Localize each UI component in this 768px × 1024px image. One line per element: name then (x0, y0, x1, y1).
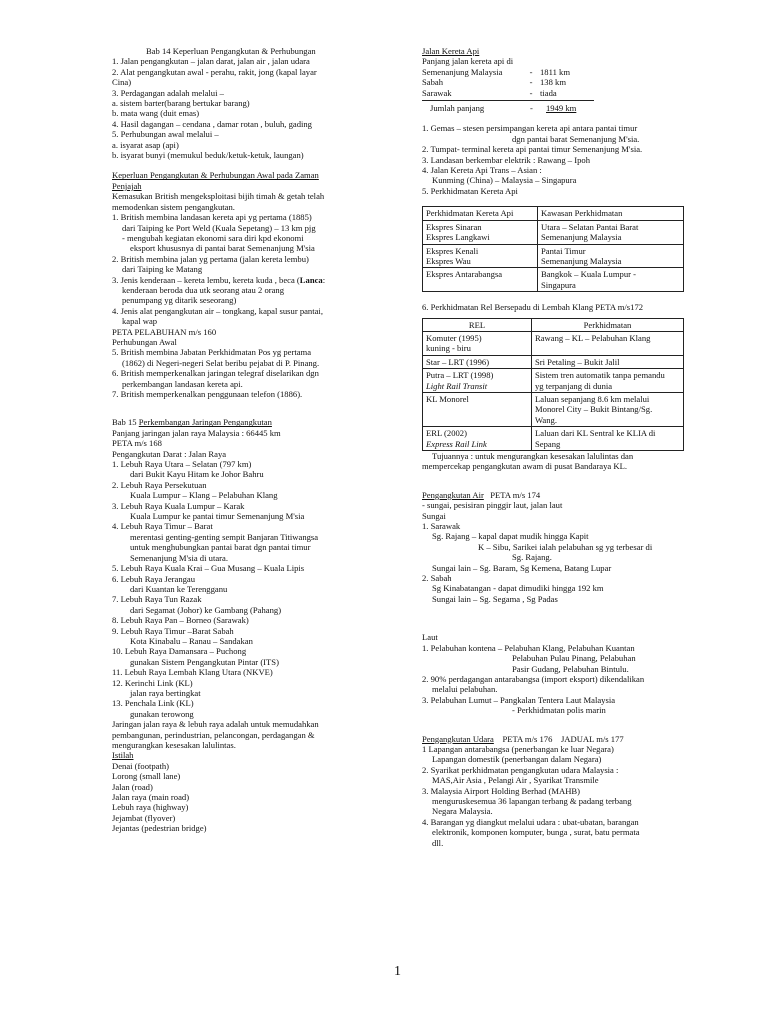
rel-heading: 6. Perkhidmatan Rel Bersepadu di Lembah Klang PETA m/s172 (422, 302, 644, 313)
awal-intro-cont: memodenkan sistem pengangkutan. (112, 201, 235, 212)
table-cell (423, 427, 532, 451)
awal-line: - mengubah kegiatan ekonomi sara diri kpd ekonomi (122, 232, 304, 243)
road-list (112, 459, 364, 719)
air-heading (422, 490, 694, 500)
rel-service: yg terpanjang di dunia (535, 380, 613, 391)
bab15-title-prefix: Bab 15 (112, 417, 139, 428)
service-area: Semenanjung Malaysia (541, 232, 622, 243)
awal-line (112, 275, 364, 285)
tujuan-line: Tujuannya : untuk mengurangkan kesesakan lalulintas dan (432, 451, 634, 461)
bab14-line: 3. Perdagangan adalah melalui – (112, 87, 224, 98)
kereta-length-list (422, 67, 694, 98)
kereta-line: 2. Tumpat- terminal kereta api pantai timur Semenanjung M'sia. (422, 144, 643, 155)
rel-subname: kuning - biru (426, 343, 471, 354)
bab14-line: 2. Alat pengangkutan awal - perahu, rakit, jong (kapal layar (112, 66, 317, 77)
rel-name: Komuter (1995) (426, 332, 482, 343)
road-item: 6. Lebuh Raya Jerangau (112, 573, 196, 584)
table-cell (532, 355, 684, 368)
term-item: Jejambat (flyover) (112, 812, 176, 823)
laut-heading: Laut (422, 632, 438, 643)
lanca-word: Lanca (299, 274, 323, 285)
road-item: 13. Penchala Link (KL) (112, 698, 194, 709)
table-cell (532, 331, 684, 355)
service-name: Ekspres Sinaran (426, 221, 482, 232)
awal-heading: Keperluan Pengangkutan & Perhubungan Awal pada Zaman (112, 170, 319, 181)
laut-line: Pelabuhan Pulau Pinang, Pelabuhan (512, 653, 636, 664)
rel-subname: Express Rail Link (426, 438, 487, 449)
kereta-region: Sarawak (422, 87, 452, 98)
bab15-title-text: Perkembangan Jaringan Pengangkutan (138, 417, 272, 428)
bab14-line: a. sistem barter(barang bertukar barang) (112, 98, 250, 109)
kereta-line: Kunming (China) – Malaysia – Singapura (432, 175, 577, 186)
kereta-length: tiada (540, 87, 557, 98)
rel-service: Sistem tren automatik tanpa pemandu (535, 370, 665, 381)
rel-subname: Light Rail Transit (426, 380, 488, 391)
awal-line-text: 3. Jenis kenderaan – kereta lembu, kereta kuda , beca ( (112, 274, 300, 285)
bab14-line: 4. Hasil dagangan – cendana , damar rotan , buluh, gading (112, 118, 312, 129)
road-item-detail: Kuala Lumpur – Klang – Pelabuhan Klang (130, 490, 278, 501)
page-number: 1 (394, 964, 401, 979)
istilah-heading: Istilah (112, 750, 134, 761)
table-row (423, 427, 684, 451)
udara-line: 1 Lapangan antarabangsa (penerbangan ke luar Negara) (422, 743, 614, 754)
road-item: 4. Lebuh Raya Timur – Barat (112, 521, 213, 532)
udara-line: dll. (432, 837, 444, 848)
udara-line: Negara Malaysia. (432, 806, 493, 817)
air-line: 1. Sarawak (422, 521, 461, 532)
rel-service: Rawang – KL – Pelabuhan Klang (535, 332, 651, 343)
bab14-line: Cina) (112, 77, 132, 88)
term-item: Lorong (small lane) (112, 771, 181, 782)
udara-line: Lapangan domestik (penerbangan dalam Negara) (432, 754, 602, 765)
road-item-detail: dari Segamat (Johor) ke Gambang (Pahang) (130, 604, 282, 615)
road-item-detail: gunakan terowong (130, 708, 194, 719)
road-item-detail: dari Kuantan ke Terengganu (130, 583, 228, 594)
service-area: Pantai Timur (541, 245, 586, 256)
air-line: - sungai, pesisiran pinggir laut, jalan laut (422, 500, 563, 511)
awal-line: kenderaan beroda dua utk seorang atau 2 orang (122, 284, 285, 295)
rel-service: Wang. (535, 414, 557, 425)
bab15-para: Jaringan jalan raya & lebuh raya adalah untuk memudahkan (112, 719, 319, 730)
air-line: Sungai lain – Sg. Baram, Sg Kemena, Batang Lupar (432, 562, 612, 573)
bab14-line: b. isyarat bunyi (memukul beduk/ketuk-ketuk, laungan) (112, 150, 304, 161)
rel-service: Sri Petaling – Bukit Jalil (535, 356, 620, 367)
awal-line: 1. British membina landasan kereta api yg pertama (1885) (112, 212, 312, 223)
udara-line: elektronik, komponen komputer, bunga , surat, batu permata (432, 827, 640, 838)
awal-heading-cont: Penjajah (112, 180, 142, 191)
laut-line: 3. Pelabuhan Lumut – Pangkalan Tentera Laut Malaysia (422, 694, 616, 705)
road-item-detail: untuk menghubungkan pantai barat dgn pantai timur (130, 542, 311, 553)
air-line: Sg Kinabatangan - dapat dimudiki hingga 192 km (432, 583, 604, 594)
rel-name: ERL (2002) (426, 428, 467, 439)
road-item-detail: Semenanjung M'sia di utara. (130, 552, 228, 563)
kereta-length-row (422, 67, 694, 77)
road-item: 11. Lebuh Raya Lembah Klang Utara (NKVE) (112, 667, 273, 678)
table-header-cell: Perkhidmatan Kereta Api (423, 207, 538, 220)
road-item-detail: merentasi genting-genting sempit Banjaran Titiwangsa (130, 531, 319, 542)
road-item: 5. Lebuh Raya Kuala Krai – Gua Musang – Kuala Lipis (112, 563, 305, 574)
rel-name: Star – LRT (1996) (426, 356, 490, 367)
awal-line: (1862) di Negeri-negeri Selat beribu pejabat di P. Pinang. (122, 357, 320, 368)
kereta-line: dgn pantai barat Semenanjung M'sia. (512, 133, 640, 144)
road-item: 10. Lebuh Raya Damansara – Puchong (112, 646, 247, 657)
bab15-line: Panjang jaringan jalan raya Malaysia : 66445 km (112, 427, 281, 438)
laut-line: Pasir Gudang, Pelabuhan Bintulu. (512, 663, 629, 674)
total-dash: - (530, 103, 533, 114)
table-row (423, 331, 684, 355)
kereta-region: Semenanjung Malaysia (422, 66, 503, 77)
table-header-cell: Perkhidmatan (532, 318, 684, 331)
bab14-line: b. mata wang (duit emas) (112, 108, 200, 119)
left-column (112, 46, 364, 834)
road-item-detail: dari Bukit Kayu Hitam ke Johor Bahru (130, 469, 264, 480)
awal-line: Perhubungan Awal (112, 336, 177, 347)
table-cell (532, 427, 684, 451)
rel-service: Monorel City – Bukit Bintang/Sg. (535, 404, 653, 415)
udara-line: 4. Barangan yg diangkut melalui udara : ubat-ubatan, barangan (422, 816, 639, 827)
road-item: 8. Lebuh Raya Pan – Borneo (Sarawak) (112, 615, 249, 626)
rel-name: KL Monorel (426, 393, 469, 404)
kereta-line: 1. Gemas – stesen persimpangan kereta api antara pantai timur (422, 123, 638, 134)
kereta-length-row (422, 77, 694, 87)
total-value: 1949 km (546, 103, 577, 114)
rel-service: Sepang (535, 438, 561, 449)
kereta-service-table (422, 206, 684, 292)
service-name: Ekspres Kenali (426, 245, 479, 256)
table-row (423, 268, 684, 292)
kereta-line: 4. Jalan Kereta Api Trans – Asian : (422, 165, 542, 176)
road-item-detail: jalan raya bertingkat (130, 687, 201, 698)
table-header-cell: Kawasan Perkhidmatan (538, 207, 684, 220)
road-item: 9. Lebuh Raya Timur –Barat Sabah (112, 625, 234, 636)
table-row (423, 244, 684, 268)
table-cell (423, 244, 538, 268)
bab15-line: PETA m/s 168 (112, 438, 162, 449)
tujuan-line: mempercekap pengangkutan awam di pusat Bandaraya KL. (422, 461, 627, 472)
table-cell (423, 369, 532, 393)
air-line: Sg. Rajang. (512, 552, 552, 563)
table-row (423, 369, 684, 393)
laut-line: 1. Pelabuhan kontena – Pelabuhan Klang, Pelabuhan Kuantan (422, 642, 635, 653)
service-name: Ekspres Wau (426, 255, 471, 266)
service-area: Bangkok – Kuala Lumpur - (541, 269, 636, 280)
kereta-line: 3. Landasan berkembar elektrik : Rawang – Ipoh (422, 154, 590, 165)
awal-line: penumpang yg ditarik seseorang) (122, 295, 237, 306)
kereta-service-table-body (423, 220, 684, 291)
table-cell (423, 220, 538, 244)
udara-heading-ref: PETA m/s 176 JADUAL m/s 177 (493, 733, 624, 744)
udara-line: 2. Syarikat perkhidmatan pengangkutan udara Malaysia : (422, 764, 619, 775)
bab15-para: pembangunan, perindustrian, pelancongan, perdagangan & (112, 729, 315, 740)
right-column (422, 46, 694, 848)
air-heading-ref: PETA m/s 174 (483, 489, 541, 500)
road-item-detail: Kota Kinabalu – Ranau – Sandakan (130, 635, 253, 646)
kereta-total-row (422, 100, 594, 113)
peta-pelabuhan: PETA PELABUHAN m/s 160 (112, 326, 217, 337)
udara-line: 3. Malaysia Airport Holding Berhad (MAHB) (422, 785, 581, 796)
bab15-title (112, 417, 364, 427)
awal-line: 5. British membina Jabatan Perkhidmatan Pos yg pertama (112, 347, 312, 358)
air-line: Sg. Rajang – kapal dapat mudik hingga Kapit (432, 531, 589, 542)
terms-list (112, 761, 364, 834)
table-row (423, 220, 684, 244)
road-item-detail: gunakan Sistem Pengangkutan Pintar (ITS) (130, 656, 279, 667)
air-heading-text: Pengangkutan Air (422, 489, 484, 500)
bab15-para: mengurangkan kesesakan lalulintas. (112, 740, 236, 750)
kereta-heading: Jalan Kereta Api (422, 46, 480, 56)
road-item: 2. Lebuh Raya Persekutuan (112, 479, 207, 490)
table-cell (532, 392, 684, 426)
awal-intro: Kemasukan British mengeksploitasi bijih timah & getah telah (112, 191, 325, 202)
table-cell (423, 355, 532, 368)
road-item: 12. Kerinchi Link (KL) (112, 677, 193, 688)
term-item: Jalan raya (main road) (112, 792, 190, 803)
laut-line: 2. 90% perdagangan antarabangsa (import eksport) dikendalikan (422, 673, 645, 684)
udara-line: menguruskesemua 36 lapangan terbang & padang terbang (432, 795, 632, 806)
rel-table (422, 318, 684, 451)
kereta-line: 5. Perkhidmatan Kereta Api (422, 185, 518, 196)
service-area: Singapura (541, 279, 576, 290)
kereta-dash: - (529, 77, 533, 88)
road-item-detail: Kuala Lumpur ke pantai timur Semenanjung M'sia (130, 511, 305, 522)
udara-line: MAS,Air Asia , Pelangi Air , Syarikat Transmile (432, 775, 599, 786)
table-header-cell: REL (423, 318, 532, 331)
rel-table-body (423, 331, 684, 450)
table-cell (423, 392, 532, 426)
road-item: 7. Lebuh Raya Tun Razak (112, 594, 202, 605)
rel-name: Putra – LRT (1998) (426, 370, 494, 381)
bab14-list (112, 56, 364, 160)
kereta-dash: - (529, 87, 533, 98)
term-item: Jalan (road) (112, 781, 153, 792)
rel-service: Laluan sepanjang 8.6 km melalui (535, 393, 650, 404)
awal-line: dari Taiping ke Port Weld (Kuala Sepetang) – 13 km pjg (122, 222, 316, 233)
service-area: Semenanjung Malaysia (541, 255, 622, 266)
awal-line: dari Taiping ke Matang (122, 264, 203, 275)
kereta-length-row (422, 88, 694, 98)
table-cell (532, 369, 684, 393)
laut-line: melalui pelabuhan. (432, 684, 498, 695)
rel-service: Laluan dari KL Sentral ke KLIA di (535, 428, 656, 439)
kereta-length: 1811 km (540, 66, 570, 77)
kereta-sub: Panjang jalan kereta api di (422, 56, 514, 67)
bab14-line: 5. Perhubungan awal melalui – (112, 129, 219, 140)
table-header-row (423, 207, 684, 220)
awal-line: eksport khususnya di pantai barat Semenanjung M'sia (130, 243, 315, 254)
bab15-line: Pengangkutan Darat : Jalan Raya (112, 448, 227, 459)
awal-line: 2. British membina jalan yg pertama (jalan kereta lembu) (112, 253, 309, 264)
table-cell (538, 220, 684, 244)
udara-heading-text: Pengangkutan Udara (422, 733, 494, 744)
awal-line: 4. Jenis alat pengangkutan air – tongkang, kapal susur pantai, (112, 305, 323, 316)
table-cell (423, 268, 538, 292)
table-cell (423, 331, 532, 355)
term-item: Jejantas (pedestrian bridge) (112, 823, 207, 834)
awal-line: perkembangan landasan kereta api. (122, 378, 243, 389)
table-row (423, 355, 684, 368)
service-name: Ekspres Antarabangsa (426, 269, 503, 280)
awal-line-colon: : (322, 274, 326, 285)
bab14-line: a. isyarat asap (api) (112, 139, 179, 150)
awal-line: 6. British memperkenalkan jaringan telegraf diselarikan dgn (112, 368, 319, 379)
term-item: Denai (footpath) (112, 760, 170, 771)
table-header-row (423, 318, 684, 331)
kereta-length: 138 km (540, 77, 567, 88)
awal-line: kapal wap (122, 316, 158, 327)
laut-line: - Perkhidmatan polis marin (512, 705, 606, 716)
air-line: K – Sibu, Sarikei ialah pelabuhan sg yg terbesar di (478, 541, 653, 552)
table-cell (538, 268, 684, 292)
bab14-title: Bab 14 Keperluan Pengangkutan & Perhubungan (146, 46, 316, 56)
table-cell (538, 244, 684, 268)
air-line: 2. Sabah (422, 573, 452, 584)
table-row (423, 392, 684, 426)
service-name: Ekspres Langkawi (426, 232, 490, 243)
bab14-line: 1. Jalan pengangkutan – jalan darat, jalan air , jalan udara (112, 56, 310, 67)
total-label: Jumlah panjang (430, 103, 485, 114)
term-item: Lebuh raya (highway) (112, 802, 189, 813)
air-line: Sungai (422, 510, 446, 521)
udara-heading (422, 734, 694, 744)
road-item: 3. Lebuh Raya Kuala Lumpur – Karak (112, 500, 245, 511)
kereta-region: Sabah (422, 77, 444, 88)
awal-line: 7. British memperkenalkan penggunaan telefon (1886). (112, 389, 303, 399)
road-item: 1. Lebuh Raya Utara – Selatan (797 km) (112, 459, 252, 470)
air-line: Sungai lain – Sg. Segama , Sg Padas (432, 593, 558, 604)
kereta-dash: - (529, 66, 533, 77)
service-area: Utara – Selatan Pantai Barat (541, 221, 639, 232)
